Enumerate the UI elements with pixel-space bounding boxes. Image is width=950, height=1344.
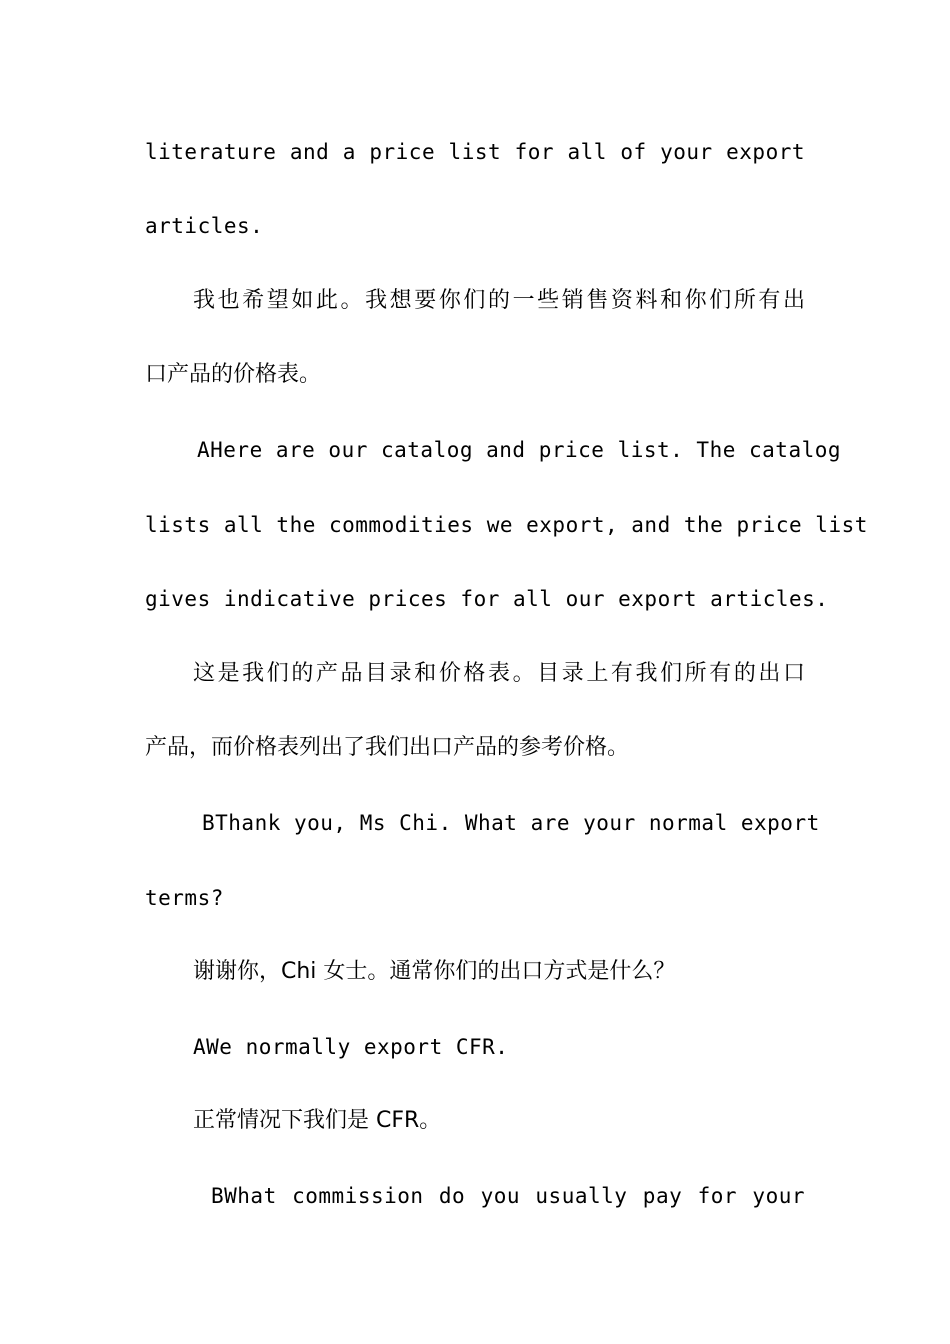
- text-line: AHere are our catalog and price list. The catalog: [197, 438, 842, 462]
- text-line: terms?: [145, 886, 224, 910]
- text-line: BThank you, Ms Chi. What are your normal export: [202, 811, 820, 835]
- text-line: 谢谢你，Chi 女士。通常你们的出口方式是什么？: [193, 959, 676, 984]
- text-line: 这是我们的产品目录和价格表。目录上有我们所有的出口: [193, 661, 805, 686]
- text-line: lists all the commodities we export, and the price list: [145, 513, 868, 537]
- text-line: 正常情况下我们是 CFR。: [193, 1108, 442, 1133]
- text-line: 我也希望如此。我想要你们的一些销售资料和你们所有出: [193, 288, 805, 313]
- text-line: BWhat commission do you usually pay for your: [211, 1184, 805, 1208]
- text-line: articles.: [145, 214, 264, 238]
- text-line: 口产品的价格表。: [145, 362, 322, 387]
- text-line: literature and a price list for all of your export: [145, 140, 805, 164]
- text-line: gives indicative prices for all our export articles.: [145, 587, 829, 611]
- text-line: AWe normally export CFR.: [193, 1035, 509, 1059]
- text-line: 产品，而价格表列出了我们出口产品的参考价格。: [145, 735, 630, 760]
